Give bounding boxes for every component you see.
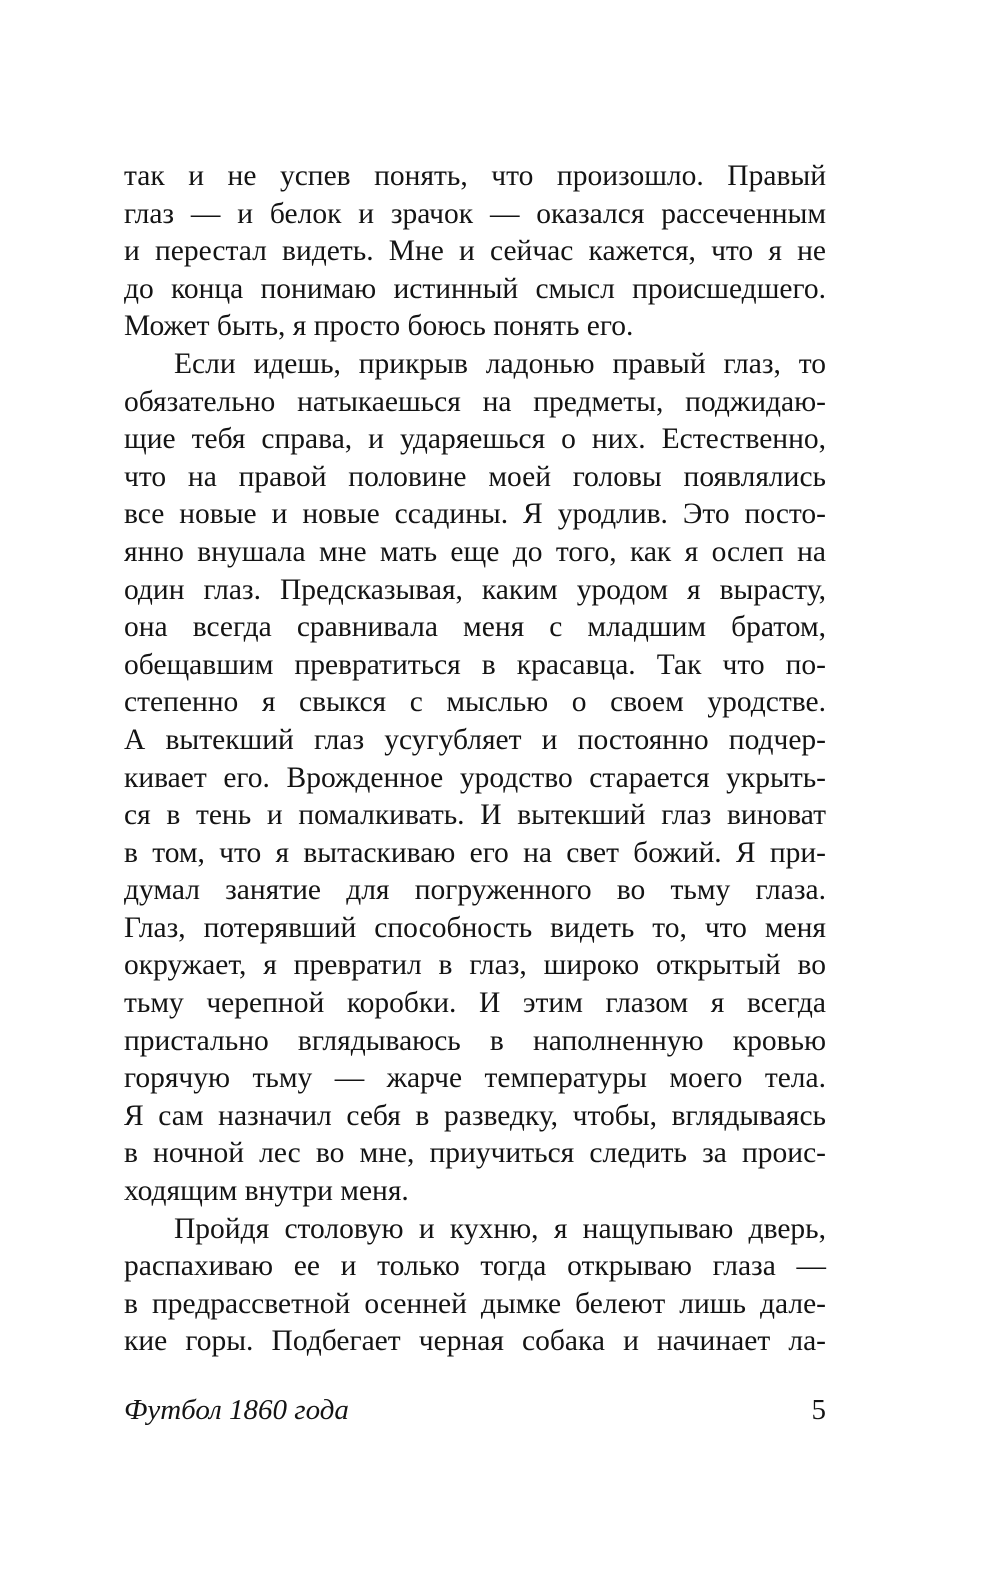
text-line: тьму черепной коробки. И этим глазом я всегда [124,987,826,1020]
text-line: все новые и новые ссадины. Я уродлив. Это посто- [124,498,826,531]
text-line: в ночной лес во мне, приучиться следить за проис- [124,1137,826,1170]
text-line: ся в тень и помалкивать. И вытекший глаз виноват [124,799,826,832]
text-line: Пройдя столовую и кухню, я нащупываю дверь, [174,1212,826,1245]
text-line: Я сам назначил себя в разведку, чтобы, вглядываясь [124,1099,826,1132]
text-line: горячую тьму — жарче температуры моего тела. [124,1062,826,1095]
text-line: кивает его. Врожденное уродство старается укрыть- [124,761,826,794]
text-line: Если идешь, прикрыв ладонью правый глаз, то [174,347,826,380]
text-line: пристально вглядываюсь в наполненную кровью [124,1024,826,1057]
text-line: до конца понимаю истинный смысл происшедшего. [124,272,826,305]
text-line: щие тебя справа, и ударяешься о них. Естественно, [124,423,826,456]
text-line: думал занятие для погруженного во тьму глаза. [124,874,826,907]
text-line: А вытекший глаз усугубляет и постоянно подчер- [124,723,826,756]
text-line: кие горы. Подбегает черная собака и начинает ла- [124,1325,826,1358]
text-line: так и не успев понять, что произошло. Правый [124,160,826,192]
text-line: степенно я свыкся с мыслью о своем уродстве. [124,686,826,719]
paragraph [124,346,826,1211]
text-line: в предрассветной осенней дымке белеют лишь дале- [124,1287,826,1320]
text-line: обязательно натыкаешься на предметы, поджидаю- [124,385,826,418]
text-line: один глаз. Предсказывая, каким уродом я вырасту, [124,573,826,606]
text-line: в том, что я вытаскиваю его на свет божий. Я при- [124,836,826,869]
text-line: Глаз, потерявший способность видеть то, что меня [124,911,826,944]
text-line: янно внушала мне мать еще до того, как я ослеп на [124,535,826,568]
book-title: Футбол 1860 года [124,1394,349,1426]
text-line: она всегда сравнивала меня с младшим братом, [124,611,826,644]
text-line: что на правой половине моей головы появлялись [124,460,826,493]
text-line: окружает, я превратил в глаз, широко открытый во [124,949,826,982]
page-number: 5 [811,1394,826,1426]
body-text [124,158,826,1361]
text-line: Может быть, я просто боюсь понять его. [124,310,634,343]
text-line: распахиваю ее и только тогда открываю глаза — [124,1250,826,1283]
paragraph [124,158,826,346]
paragraph [124,1211,826,1361]
text-line: ходящим внутри меня. [124,1175,409,1208]
text-line: глаз — и белок и зрачок — оказался рассеченным [124,197,826,230]
text-line: обещавшим превратиться в красавца. Так что по- [124,648,826,681]
running-footer [124,1394,826,1430]
text-line: и перестал видеть. Мне и сейчас кажется, что я не [124,235,826,268]
